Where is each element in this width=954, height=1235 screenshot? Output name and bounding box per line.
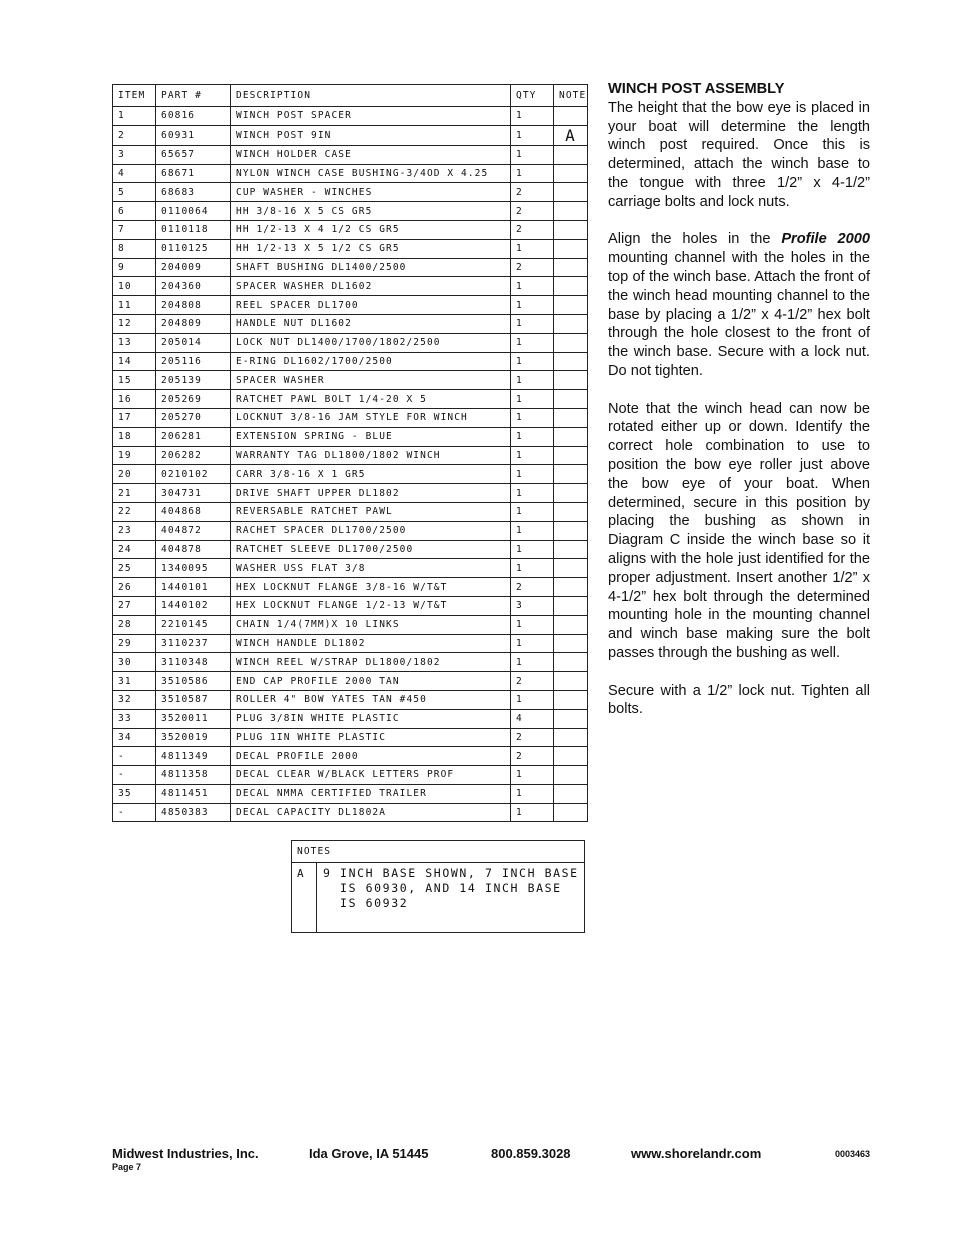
table-row [113,371,588,390]
cell-note [554,164,588,183]
cell-qty: 1 [511,125,554,145]
cell-part: 2210145 [156,615,231,634]
table-row [113,540,588,559]
cell-part: 4811358 [156,766,231,785]
cell-part: 3510587 [156,690,231,709]
cell-description: DECAL CAPACITY DL1802A [231,803,511,822]
cell-part: 404868 [156,502,231,521]
cell-item: - [113,803,156,822]
parts-table-body [113,107,588,822]
table-row [113,747,588,766]
cell-qty: 1 [511,333,554,352]
cell-item: 8 [113,239,156,258]
cell-description: LOCKNUT 3/8-16 JAM STYLE FOR WINCH [231,408,511,427]
cell-qty: 2 [511,728,554,747]
cell-part: 204809 [156,314,231,333]
cell-qty: 2 [511,202,554,221]
cell-part: 68683 [156,183,231,202]
cell-part: 204360 [156,277,231,296]
cell-description: SPACER WASHER DL1602 [231,277,511,296]
cell-qty: 1 [511,296,554,315]
cell-qty: 1 [511,465,554,484]
cell-item: 13 [113,333,156,352]
cell-qty: 3 [511,596,554,615]
cell-item: 26 [113,578,156,597]
cell-description: PLUG 1IN WHITE PLASTIC [231,728,511,747]
cell-item: - [113,747,156,766]
cell-qty: 1 [511,690,554,709]
paragraph-2-end: mounting channel with the holes in the top of the winch base. Attach the front of the winch head mounting channel to the base by placing a 1/2” x 4-1/2” hex bolt through the hole closest to the front of the winch base. Secure with a lock nut. Do not tighten. [608,250,870,379]
cell-note [554,578,588,597]
notes-body [292,863,584,932]
cell-item: 11 [113,296,156,315]
cell-note [554,784,588,803]
cell-item: 16 [113,390,156,409]
cell-note [554,803,588,822]
cell-part: 4811451 [156,784,231,803]
notes-letter: A [292,863,317,932]
table-row [113,352,588,371]
cell-description: HANDLE NUT DL1602 [231,314,511,333]
cell-part: 206281 [156,427,231,446]
cell-item: 32 [113,690,156,709]
cell-note [554,521,588,540]
cell-note [554,596,588,615]
product-name-emphasis: Profile 2000 [781,231,870,248]
cell-item: 24 [113,540,156,559]
table-row [113,578,588,597]
cell-qty: 2 [511,747,554,766]
table-row [113,672,588,691]
cell-note [554,615,588,634]
cell-part: 1340095 [156,559,231,578]
cell-item: 14 [113,352,156,371]
cell-description: HEX LOCKNUT FLANGE 1/2-13 W/T&T [231,596,511,615]
cell-item: - [113,766,156,785]
cell-description: RACHET SPACER DL1700/2500 [231,521,511,540]
footer-company: Midwest Industries, Inc. [112,1146,259,1161]
cell-note [554,408,588,427]
table-header-row [113,85,588,107]
table-row [113,408,588,427]
cell-description: E-RING DL1602/1700/2500 [231,352,511,371]
table-row [113,390,588,409]
notes-title: NOTES [292,841,584,863]
cell-qty: 2 [511,578,554,597]
cell-note [554,747,588,766]
cell-description: WASHER USS FLAT 3/8 [231,559,511,578]
cell-part: 65657 [156,145,231,164]
cell-part: 204808 [156,296,231,315]
cell-note [554,371,588,390]
cell-item: 29 [113,634,156,653]
footer-city: Ida Grove, IA 51445 [309,1146,429,1161]
cell-qty: 1 [511,239,554,258]
table-row [113,164,588,183]
cell-note [554,540,588,559]
table-row [113,183,588,202]
cell-description: WINCH REEL W/STRAP DL1800/1802 [231,653,511,672]
cell-item: 31 [113,672,156,691]
cell-description: HH 1/2-13 X 4 1/2 CS GR5 [231,220,511,239]
cell-item: 18 [113,427,156,446]
table-row [113,145,588,164]
cell-note [554,239,588,258]
cell-note [554,107,588,126]
cell-description: EXTENSION SPRING - BLUE [231,427,511,446]
cell-note [554,314,588,333]
cell-description: WINCH POST SPACER [231,107,511,126]
cell-qty: 1 [511,502,554,521]
cell-item: 6 [113,202,156,221]
cell-qty: 1 [511,408,554,427]
cell-part: 205269 [156,390,231,409]
cell-note [554,502,588,521]
table-row [113,709,588,728]
cell-item: 27 [113,596,156,615]
notes-box [291,840,585,933]
parts-table [112,84,588,822]
cell-part: 3520011 [156,709,231,728]
cell-part: 68671 [156,164,231,183]
cell-item: 23 [113,521,156,540]
cell-note [554,672,588,691]
cell-note [554,559,588,578]
cell-qty: 1 [511,390,554,409]
cell-part: 404872 [156,521,231,540]
cell-item: 10 [113,277,156,296]
cell-item: 28 [113,615,156,634]
cell-description: REVERSABLE RATCHET PAWL [231,502,511,521]
cell-part: 205116 [156,352,231,371]
cell-note [554,446,588,465]
cell-description: HEX LOCKNUT FLANGE 3/8-16 W/T&T [231,578,511,597]
cell-part: 0110064 [156,202,231,221]
paragraph-2-start: Align the holes in the [608,231,782,248]
cell-item: 9 [113,258,156,277]
cell-part: 205139 [156,371,231,390]
cell-note [554,709,588,728]
cell-qty: 2 [511,220,554,239]
cell-note [554,183,588,202]
column-header-qty: QTY [511,85,554,107]
cell-part: 205014 [156,333,231,352]
column-header-description: DESCRIPTION [231,85,511,107]
cell-item: 1 [113,107,156,126]
cell-item: 30 [113,653,156,672]
cell-part: 0110125 [156,239,231,258]
column-header-item: ITEM [113,85,156,107]
cell-description: WINCH POST 9IN [231,125,511,145]
table-row [113,484,588,503]
cell-item: 12 [113,314,156,333]
cell-qty: 1 [511,559,554,578]
cell-item: 22 [113,502,156,521]
cell-qty: 4 [511,709,554,728]
cell-part: 4811349 [156,747,231,766]
cell-item: 15 [113,371,156,390]
table-row [113,202,588,221]
cell-item: 21 [113,484,156,503]
cell-part: 3110348 [156,653,231,672]
cell-qty: 1 [511,521,554,540]
cell-part: 0110118 [156,220,231,239]
cell-item: 33 [113,709,156,728]
cell-description: WINCH HOLDER CASE [231,145,511,164]
table-row [113,220,588,239]
cell-qty: 2 [511,258,554,277]
cell-part: 3510586 [156,672,231,691]
cell-item: 34 [113,728,156,747]
cell-note [554,220,588,239]
cell-description: END CAP PROFILE 2000 TAN [231,672,511,691]
cell-note [554,258,588,277]
cell-description: LOCK NUT DL1400/1700/1802/2500 [231,333,511,352]
cell-qty: 1 [511,766,554,785]
cell-description: HH 3/8-16 X 5 CS GR5 [231,202,511,221]
table-row [113,446,588,465]
cell-item: 2 [113,125,156,145]
paragraph-3: Note that the winch head can now be rotated either up or down. Identify the correct hole combination to use to position the bow eye roller just above the bow eye of your boat. When determined, secure in this position by placing the bushing as shown in Diagram C inside the winch base so it aligns with the hole just identified for the proper adjustment. Insert another 1/2” x 4-1/2” hex bolt through the determined mounting hole in the mounting channel and winch base making sure the bolt passes through the bushing as well. [608,400,870,661]
cell-qty: 1 [511,164,554,183]
cell-qty: 1 [511,371,554,390]
cell-item: 20 [113,465,156,484]
cell-description: DECAL NMMA CERTIFIED TRAILER [231,784,511,803]
cell-qty: 1 [511,352,554,371]
cell-note: A [554,125,588,145]
cell-qty: 1 [511,803,554,822]
paragraph-2 [608,230,870,380]
cell-item: 19 [113,446,156,465]
table-row [113,784,588,803]
table-row [113,559,588,578]
cell-item: 25 [113,559,156,578]
table-row [113,728,588,747]
winch-post-assembly-section [608,80,870,738]
column-header-note: NOTE [554,85,588,107]
cell-description: WINCH HANDLE DL1802 [231,634,511,653]
cell-note [554,427,588,446]
cell-description: SPACER WASHER [231,371,511,390]
footer-phone: 800.859.3028 [491,1146,571,1161]
cell-qty: 1 [511,277,554,296]
table-row [113,277,588,296]
cell-part: 1440101 [156,578,231,597]
cell-note [554,352,588,371]
cell-qty: 1 [511,107,554,126]
table-row [113,427,588,446]
cell-part: 4850383 [156,803,231,822]
cell-note [554,390,588,409]
cell-description: HH 1/2-13 X 5 1/2 CS GR5 [231,239,511,258]
cell-note [554,766,588,785]
cell-note [554,728,588,747]
cell-item: 17 [113,408,156,427]
cell-part: 60931 [156,125,231,145]
cell-qty: 1 [511,540,554,559]
cell-item: 35 [113,784,156,803]
cell-qty: 1 [511,784,554,803]
table-row [113,502,588,521]
cell-qty: 1 [511,653,554,672]
cell-description: DECAL CLEAR W/BLACK LETTERS PROF [231,766,511,785]
cell-note [554,653,588,672]
cell-description: RATCHET SLEEVE DL1700/2500 [231,540,511,559]
cell-description: NYLON WINCH CASE BUSHING-3/4OD X 4.25 [231,164,511,183]
cell-description: DRIVE SHAFT UPPER DL1802 [231,484,511,503]
cell-qty: 2 [511,672,554,691]
cell-qty: 1 [511,484,554,503]
footer-website: www.shorelandr.com [631,1146,762,1161]
cell-description: PLUG 3/8IN WHITE PLASTIC [231,709,511,728]
table-row [113,107,588,126]
paragraph-4: Secure with a 1/2” lock nut. Tighten all bolts. [608,682,870,718]
table-row [113,296,588,315]
table-row [113,615,588,634]
table-row [113,766,588,785]
cell-item: 4 [113,164,156,183]
cell-description: REEL SPACER DL1700 [231,296,511,315]
column-header-part: PART # [156,85,231,107]
table-row [113,333,588,352]
table-row [113,596,588,615]
cell-part: 0210102 [156,465,231,484]
table-row [113,125,588,145]
cell-qty: 2 [511,183,554,202]
table-row [113,653,588,672]
cell-qty: 1 [511,427,554,446]
cell-part: 205270 [156,408,231,427]
cell-description: SHAFT BUSHING DL1400/2500 [231,258,511,277]
section-heading: WINCH POST ASSEMBLY [608,81,785,97]
cell-part: 304731 [156,484,231,503]
cell-item: 5 [113,183,156,202]
table-row [113,803,588,822]
cell-note [554,202,588,221]
cell-qty: 1 [511,314,554,333]
cell-qty: 1 [511,145,554,164]
cell-part: 1440102 [156,596,231,615]
cell-part: 206282 [156,446,231,465]
cell-qty: 1 [511,615,554,634]
cell-qty: 1 [511,634,554,653]
cell-item: 7 [113,220,156,239]
cell-note [554,145,588,164]
cell-note [554,296,588,315]
cell-note [554,277,588,296]
cell-part: 60816 [156,107,231,126]
cell-note [554,634,588,653]
notes-text: 9 INCH BASE SHOWN, 7 INCH BASE IS 60930, AND 14 INCH BASE IS 60932 [323,866,579,910]
cell-description: WARRANTY TAG DL1800/1802 WINCH [231,446,511,465]
cell-item: 3 [113,145,156,164]
cell-part: 204009 [156,258,231,277]
table-row [113,465,588,484]
cell-part: 3520019 [156,728,231,747]
cell-note [554,465,588,484]
cell-description: ROLLER 4" BOW YATES TAN #450 [231,690,511,709]
table-row [113,258,588,277]
footer-page-number: Page 7 [112,1162,142,1172]
cell-description: CARR 3/8-16 X 1 GR5 [231,465,511,484]
paragraph-1: The height that the bow eye is placed in your boat will determine the length winch post required. Once this is determined, attach the winch base to the tongue with three 1/2” x 4-1/2” carriage bolts and lock nuts. [608,99,870,210]
cell-description: DECAL PROFILE 2000 [231,747,511,766]
footer-doc-number: 0003463 [834,1149,870,1159]
table-row [113,239,588,258]
table-row [113,521,588,540]
table-row [113,314,588,333]
table-row [113,634,588,653]
cell-note [554,484,588,503]
cell-qty: 1 [511,446,554,465]
cell-part: 404878 [156,540,231,559]
cell-description: CUP WASHER - WINCHES [231,183,511,202]
cell-part: 3110237 [156,634,231,653]
cell-description: CHAIN 1/4(7MM)X 10 LINKS [231,615,511,634]
cell-description: RATCHET PAWL BOLT 1/4-20 X 5 [231,390,511,409]
page-footer [112,1146,870,1172]
cell-note [554,690,588,709]
table-row [113,690,588,709]
cell-note [554,333,588,352]
